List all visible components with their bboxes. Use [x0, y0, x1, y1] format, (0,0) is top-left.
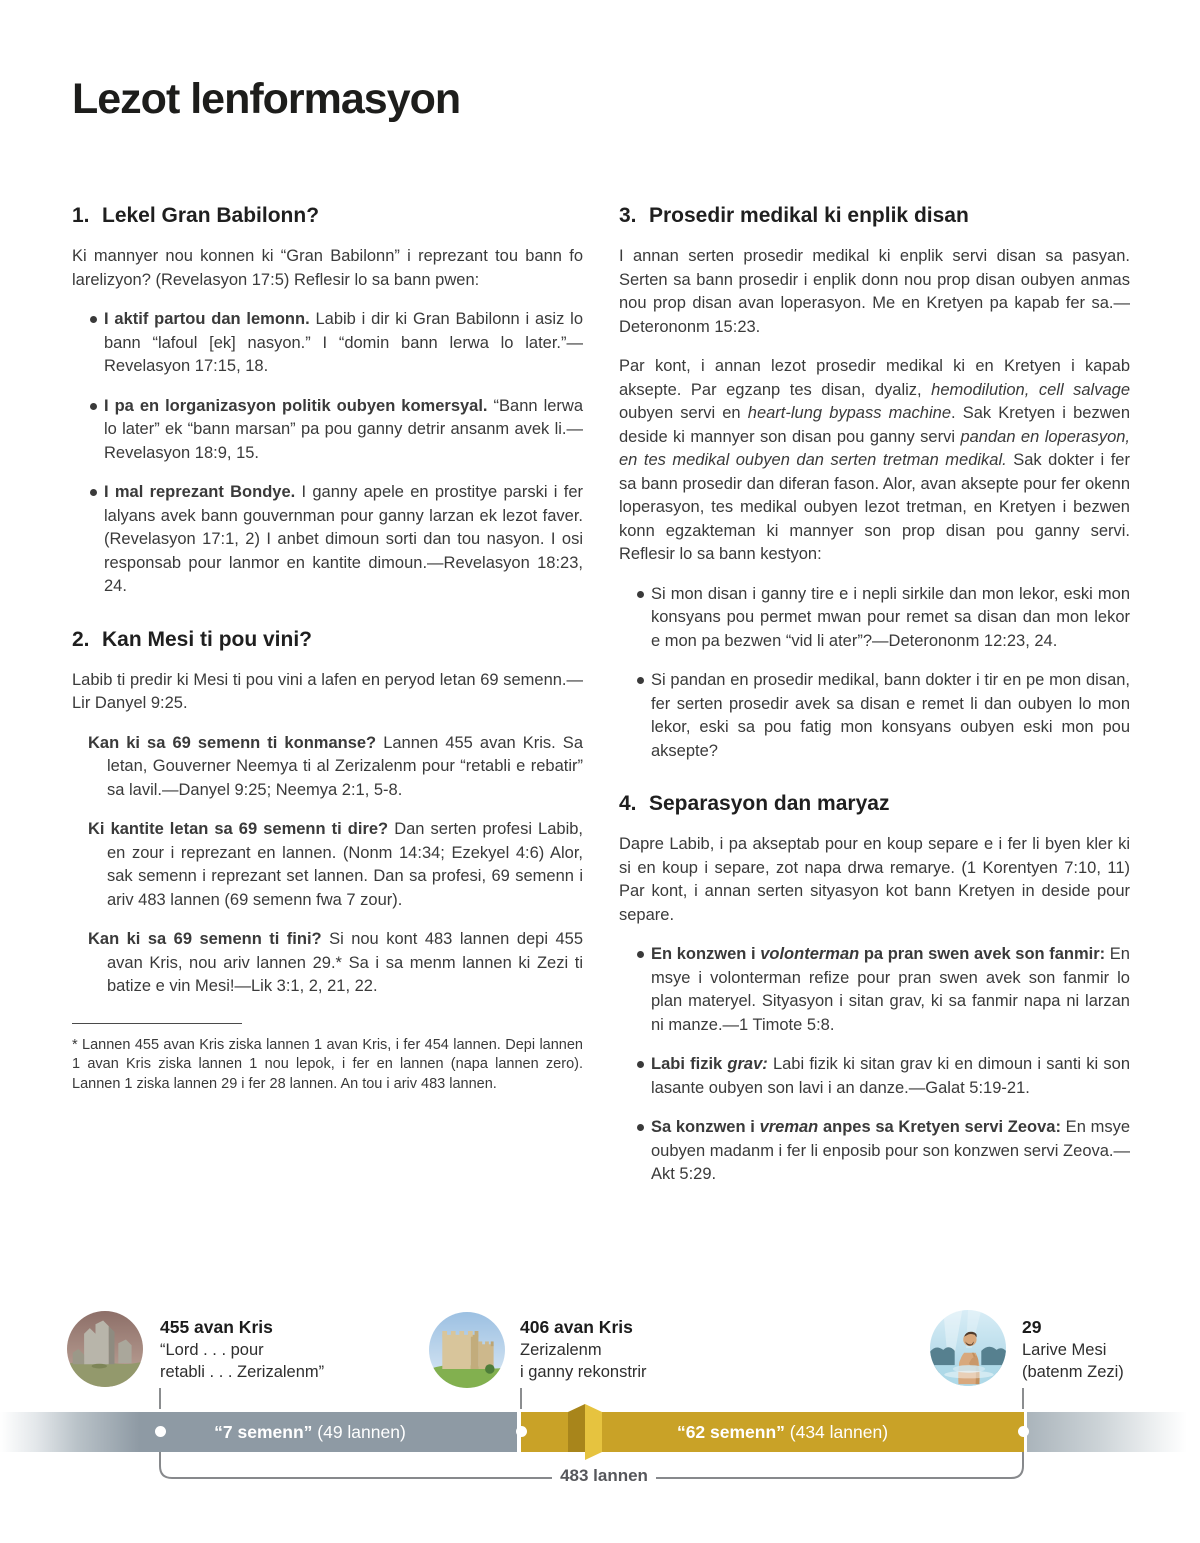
- text-run: I ganny apele en prostitye parski i fer lalyans avek bann gouvernman pour ganny larzan ek lezot faver. (Revelasyon 17:1, 2) I anbet dimoun sorti dan tou nasyon. I osi responsab pour lanmor en kantite dimoun.—Revelasyon 18:23, 24.: [104, 483, 583, 595]
- text-run: grav:: [727, 1055, 768, 1073]
- text-run: hemodilution, cell salvage: [931, 380, 1131, 399]
- timeline-dot: [516, 1426, 527, 1437]
- text-run: oubyen servi en: [619, 404, 748, 422]
- bullet-item: [619, 583, 1130, 654]
- section-heading: [619, 791, 1130, 817]
- text-run: En konzwen i: [651, 945, 761, 963]
- bullet-text: [104, 308, 583, 379]
- bullet-text: [651, 1116, 1130, 1187]
- text-run: volonterman: [760, 945, 860, 963]
- bullet-icon: [637, 1124, 644, 1131]
- paragraph: [72, 669, 583, 716]
- event-line: Larive Mesi: [1022, 1341, 1107, 1359]
- bullet-item: [72, 308, 583, 379]
- sixty-two-weeks-rest: (434 lannen): [784, 1422, 889, 1442]
- text-run: anpes sa Kretyen servi Zeova:: [818, 1118, 1061, 1136]
- seven-weeks-bold: “7 semenn”: [214, 1422, 313, 1442]
- section-number: 4.: [619, 792, 637, 815]
- right-column: [619, 203, 1130, 1203]
- text-run: I mal reprezant Bondye.: [104, 483, 296, 501]
- text-run: I annan serten prosedir medikal ki enplik servi disan sa pasyan. Serten sa bann prosedir i enplik donn nou prop disan oubyen anmas nou prop disan avan loperasyon. Me en Kretyen pa kapab fer sa.—Deterononm 15:23.: [619, 247, 1130, 336]
- event-line: Zerizalenm: [520, 1341, 602, 1359]
- sub-question: [88, 928, 583, 999]
- bullet-item: [72, 481, 583, 599]
- two-column-layout: [72, 203, 1130, 1203]
- text-run: En msye i volonterman refize pour pran swen avek son fanmir lo plan materyel. Sityasyon i sitan grav, ki sa fanmir napa ni larzan ni manze.—1 Timote 5:8.: [651, 945, 1130, 1034]
- text-run: Dan serten profesi Labib, en zour i reprezant en lannen. (Nonm 14:34; Ezekyel 4:6) Alor, sak semenn i reprezant set lannen. Dan sa profesi, 69 semenn i ariv 483 lannen (69 semenn fwa 7 zour).: [107, 820, 584, 909]
- text-run: vreman: [759, 1118, 819, 1136]
- total-years-label: 483 lannen: [560, 1466, 648, 1485]
- bullet-icon: [637, 951, 644, 958]
- text-run: Labi fizik: [651, 1055, 728, 1073]
- text-run: I aktif partou dan lemonn.: [104, 310, 310, 328]
- timeline-tick: [1022, 1388, 1024, 1409]
- section-number: 1.: [72, 204, 90, 227]
- paragraph: [72, 245, 583, 292]
- timeline-event-455: [160, 1316, 324, 1383]
- text-run: Si nou kont 483 lannen depi 455 avan Kris, nou ariv lannen 29.* Sa i sa menm lannen ki Zezi ti batize e vin Mesi!—Lik 3:1, 2, 21, 22.: [107, 930, 583, 995]
- text-run: Si mon disan i ganny tire e i nepli sirkile dan mon lekor, eski mon konsyans pou permet mwan pour remet sa disan dan mon lekor e mon pa bezwen “vid li ater”?—Deterononm 12:23, 24.: [651, 584, 1130, 650]
- rebuilt-jerusalem-icon: [429, 1312, 505, 1388]
- event-line: “Lord . . . pour: [160, 1341, 264, 1359]
- bullet-item: [72, 395, 583, 466]
- text-run: “Bann lerwa lo later” ek “bann marsan” pa pou ganny detrir ansanm avek li.—Revelasyon 18:9, 15.: [104, 396, 583, 462]
- text-run: Lannen 455 avan Kris. Sa letan, Gouverner Neemya ti al Zerizalenm pour “retabli e rebatir” sa lavil.—Danyel 9:25; Neemya 2:1, 5-8.: [107, 733, 583, 799]
- timeline-event-406: [520, 1316, 647, 1383]
- section-number: 3.: [619, 204, 637, 227]
- sixty-two-weeks-bold: “62 semenn”: [676, 1422, 785, 1442]
- bullet-icon: [90, 403, 97, 410]
- footnote-divider: [72, 1023, 242, 1024]
- timeline-tick: [520, 1388, 522, 1409]
- section-heading: [72, 203, 583, 229]
- text-run: Sak dokter i fer sa bann prosedir dan diferan fason. Alor, avan aksepte pour fer okenn loperasyon, tes medikal oubyen lezot tretman, en Kretyen i bezwen konn egzakteman ki mannyer son prop disan pou ganny servi. Reflesir lo sa bann kestyon:: [619, 451, 1130, 563]
- bullet-text: [104, 395, 583, 466]
- event-line: (batenm Zezi): [1022, 1363, 1124, 1381]
- bullet-item: [619, 943, 1130, 1037]
- text-run: . Sak Kretyen i bezwen deside ki mannyer son disan pou ganny servi: [619, 404, 1130, 446]
- sub-question: [88, 818, 583, 912]
- timeline-tick: [159, 1388, 161, 1409]
- text-run: Ki kantite letan sa 69 semenn ti dire?: [88, 820, 389, 838]
- section-heading: [72, 627, 583, 653]
- text-run: Sa konzwen i: [651, 1118, 760, 1136]
- event-line: retabli . . . Zerizalenm”: [160, 1363, 325, 1381]
- text-run: Par kont, i annan lezot prosedir medikal ki en Kretyen i kapab aksepte. Par egzanp tes disan, dyaliz,: [619, 357, 1130, 399]
- text-run: Kan ki sa 69 semenn ti konmanse?: [88, 733, 377, 752]
- bullet-icon: [90, 316, 97, 323]
- text-run: Kan ki sa 69 semenn ti fini?: [88, 930, 322, 948]
- bullet-icon: [637, 591, 644, 598]
- bullet-text: [104, 481, 583, 599]
- text-run: pa pran swen avek son fanmir:: [859, 945, 1106, 963]
- bullet-item: [619, 1116, 1130, 1187]
- text-run: I pa en lorganizasyon politik oubyen komersyal.: [104, 396, 488, 415]
- event-year: 455 avan Kris: [160, 1317, 273, 1337]
- event-year: 406 avan Kris: [520, 1317, 633, 1337]
- section-number: 2.: [72, 627, 90, 651]
- paragraph: [619, 833, 1130, 927]
- section-title: Lekel Gran Babilonn?: [102, 204, 320, 227]
- seven-weeks-rest: (49 lannen): [312, 1422, 406, 1442]
- text-run: pandan en loperasyon, en tes medikal oubyen dan serten tretman medikal.: [619, 427, 1131, 469]
- bullet-text: [651, 669, 1130, 763]
- section-heading: [619, 203, 1130, 229]
- bullet-text: [651, 1053, 1130, 1100]
- bullet-icon: [637, 1061, 644, 1068]
- left-column: [72, 203, 583, 1203]
- sub-question: [88, 732, 583, 803]
- seven-weeks-label: [160, 1412, 460, 1452]
- timeline-dot: [1018, 1426, 1029, 1437]
- paragraph: [619, 245, 1130, 339]
- paragraph: [619, 355, 1130, 567]
- bullet-item: [619, 669, 1130, 763]
- text-run: Si pandan en prosedir medikal, bann dokter i tir en pe mon disan, fer serten prosedir avek sa disan e remet li dan oubyen lo mon lekor, eski sa pou fatig mon konsyans oubyen eski mon pou aksepte?: [651, 671, 1130, 760]
- section-title: Separasyon dan maryaz: [649, 792, 890, 815]
- timeline-bar-after: [1027, 1412, 1187, 1452]
- page-title: Lezot lenformasyon: [72, 74, 461, 123]
- text-run: Dapre Labib, i pa akseptab pour en koup separe e i fer li byen kler ki si en koup i separe, zot napa drwa remarye. (1 Korentyen 7:10, 11) Par kont, i annan serten sityasyon kot bann Kretyen in deside pour separe.: [619, 835, 1130, 924]
- bullet-icon: [637, 677, 644, 684]
- section-title: Prosedir medikal ki enplik disan: [649, 204, 969, 227]
- text-run: * Lannen 455 avan Kris ziska lannen 1 avan Kris, i fer 454 lannen. Depi lannen 1 avan Kris ziska lannen 1 nou lepok, i fer en lannen (napa lannen zero). Lannen 1 ziska lannen 29 i fer 28 lannen. An tou i ariv 483 lannen.: [72, 1036, 583, 1092]
- sixty-two-weeks-label: [541, 1412, 1024, 1452]
- bullet-icon: [90, 489, 97, 496]
- text-run: heart-lung bypass machine: [747, 404, 951, 422]
- event-year: 29: [1022, 1317, 1042, 1337]
- jesus-baptism-icon: [930, 1310, 1006, 1386]
- text-run: En msye oubyen madanm i fer li enposib pour son konzwen servi Zeova.—Akt 5:29.: [651, 1118, 1130, 1183]
- ruined-jerusalem-icon: [67, 1311, 143, 1387]
- text-run: Labi fizik ki sitan grav ki en dimoun i santi ki son lasante oubyen son lavi i an danze.—Galat 5:19-21.: [651, 1055, 1130, 1097]
- bullet-text: [651, 943, 1130, 1037]
- text-run: Labib ti predir ki Mesi ti pou vini a lafen en peryod letan 69 semenn.—Lir Danyel 9:25.: [72, 670, 583, 712]
- text-run: Ki mannyer nou konnen ki “Gran Babilonn” i reprezant tou bann fo larelizyon? (Revelasyon 17:5) Reflesir lo sa bann pwen:: [72, 247, 583, 289]
- timeline-event-29: [1022, 1316, 1124, 1383]
- bullet-item: [619, 1053, 1130, 1100]
- timeline-dot: [155, 1426, 166, 1437]
- event-line: i ganny rekonstrir: [520, 1363, 647, 1381]
- text-run: Labib i dir ki Gran Babilonn i asiz lo bann “lafoul [ek] nasyon.” I “domin bann lerwa lo later.”—Revelasyon 17:15, 18.: [104, 310, 583, 375]
- footnote: [72, 1036, 583, 1095]
- section-title: Kan Mesi ti pou vini?: [102, 627, 313, 651]
- bullet-text: [651, 583, 1130, 654]
